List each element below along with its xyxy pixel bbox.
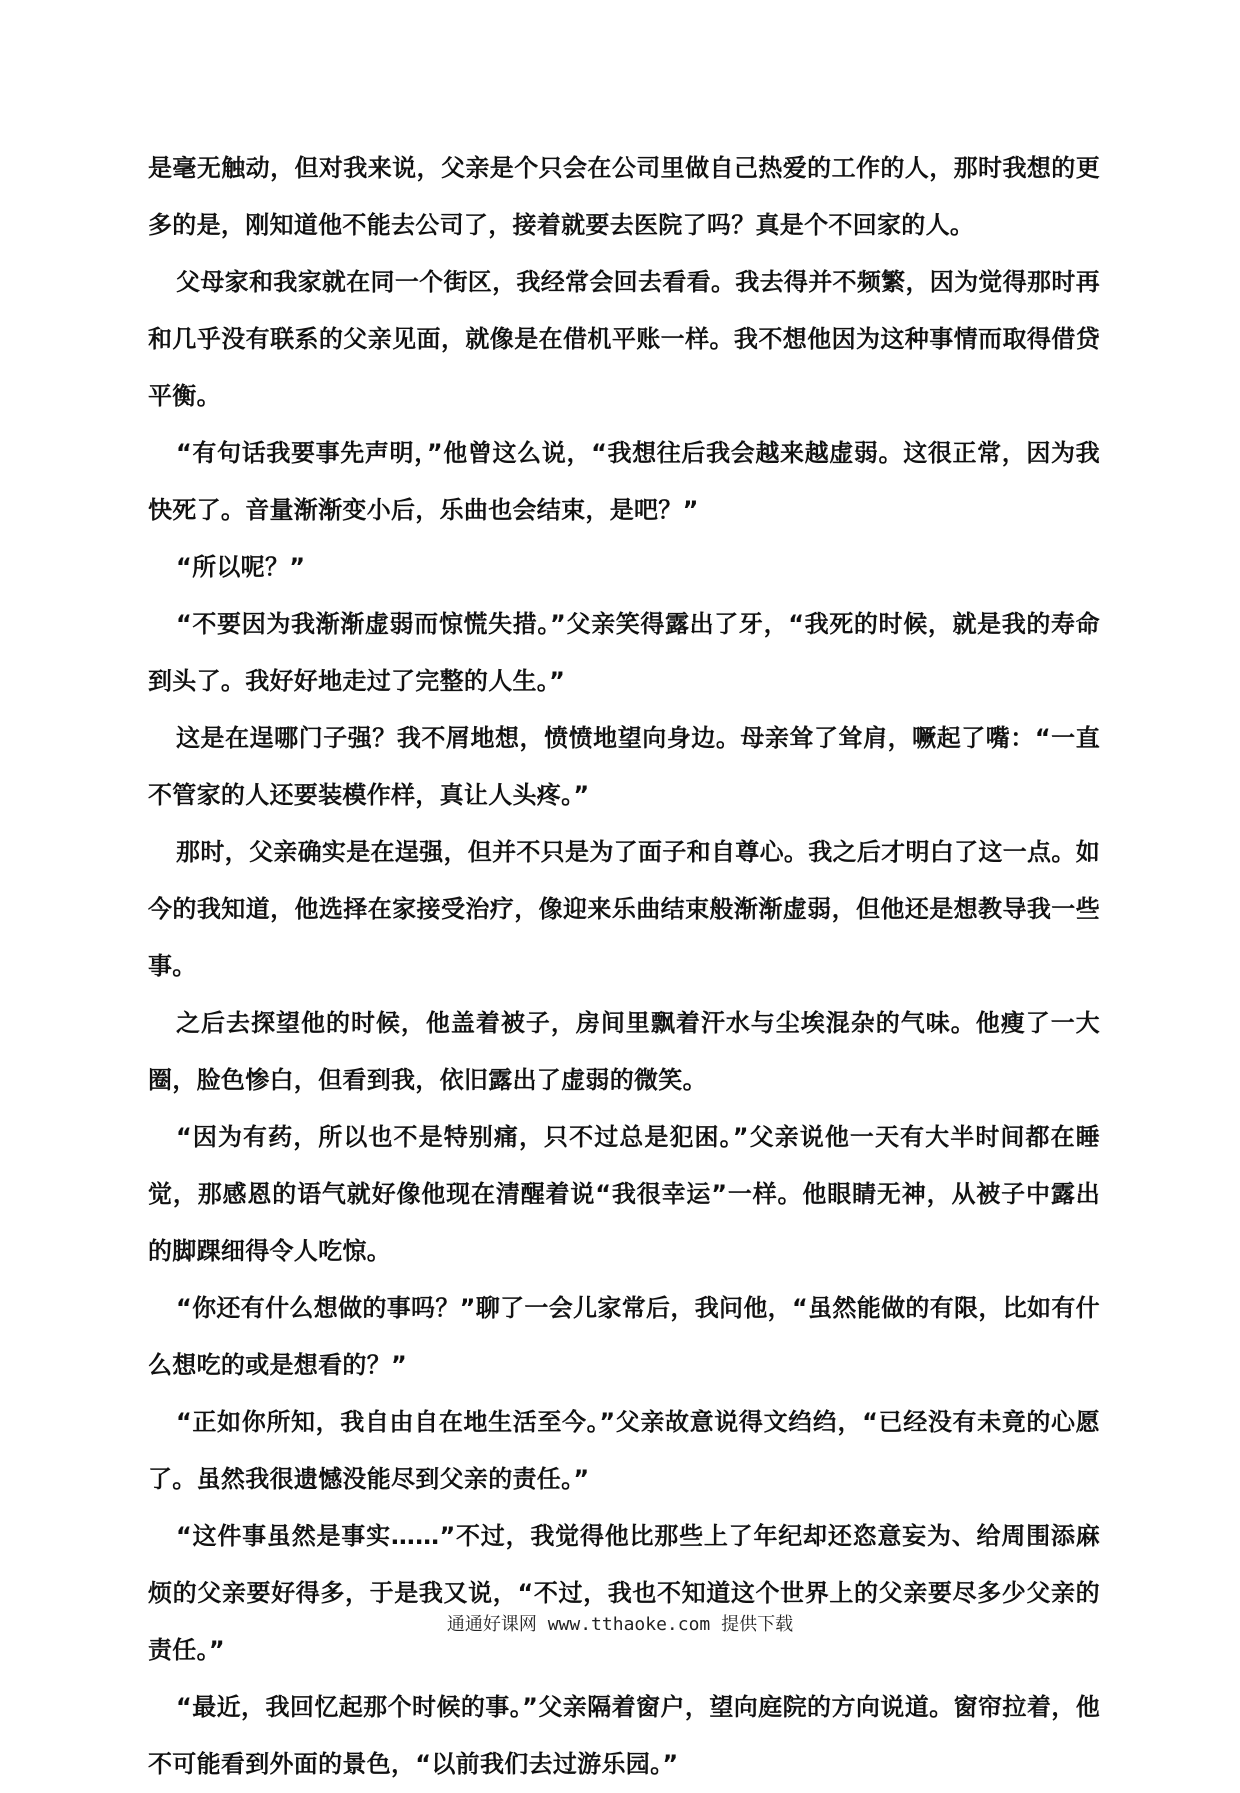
body-text: [148, 140, 1100, 1793]
paragraph: 这是在逞哪门子强？我不屑地想，愤愤地望向身边。母亲耸了耸肩，噘起了嘴：“一直不管家的人还要装模作样，真让人头疼。”: [148, 724, 1100, 809]
paragraph: “最近，我回忆起那个时候的事。”父亲隔着窗户，望向庭院的方向说道。窗帘拉着，他不可能看到外面的景色，“以前我们去过游乐园。”: [148, 1693, 1100, 1778]
paragraph: “所以呢？”: [176, 553, 306, 581]
paragraph: “因为有药，所以也不是特别痛，只不过总是犯困。”父亲说他一天有大半时间都在睡觉，那感恩的语气就好像他现在清醒着说“我很幸运”一样。他眼睛无神，从被子中露出的脚踝细得令人吃惊。: [148, 1123, 1100, 1265]
paragraph: “正如你所知，我自由自在地生活至今。”父亲故意说得文绉绉，“已经没有未竟的心愿了。虽然我很遗憾没能尽到父亲的责任。”: [148, 1408, 1100, 1493]
page-footer: 通通好课网 www.tthaoke.com 提供下载: [446, 1614, 794, 1635]
paragraph: 是毫无触动，但对我来说，父亲是个只会在公司里做自己热爱的工作的人，那时我想的更多的是，刚知道他不能去公司了，接着就要去医院了吗？真是个不回家的人。: [148, 154, 1100, 239]
paragraph: 父母家和我家就在同一个街区，我经常会回去看看。我去得并不频繁，因为觉得那时再和几乎没有联系的父亲见面，就像是在借机平账一样。我不想他因为这种事情而取得借贷平衡。: [148, 268, 1100, 410]
paragraph: “这件事虽然是事实……”不过，我觉得他比那些上了年纪却还恣意妄为、给周围添麻烦的父亲要好得多，于是我又说，“不过，我也不知道这个世界上的父亲要尽多少父亲的责任。”: [148, 1522, 1100, 1664]
paragraph: “你还有什么想做的事吗？”聊了一会儿家常后，我问他，“虽然能做的有限，比如有什么想吃的或是想看的？”: [148, 1294, 1100, 1379]
paragraph: 之后去探望他的时候，他盖着被子，房间里飘着汗水与尘埃混杂的气味。他瘦了一大圈，脸色惨白，但看到我，依旧露出了虚弱的微笑。: [148, 1009, 1100, 1094]
paragraph: 那时，父亲确实是在逞强，但并不只是为了面子和自尊心。我之后才明白了这一点。如今的我知道，他选择在家接受治疗，像迎来乐曲结束般渐渐虚弱，但他还是想教导我一些事。: [148, 838, 1100, 980]
paragraph: “不要因为我渐渐虚弱而惊慌失措。”父亲笑得露出了牙，“我死的时候，就是我的寿命到头了。我好好地走过了完整的人生。”: [148, 610, 1100, 695]
paragraph: “有句话我要事先声明，”他曾这么说，“我想往后我会越来越虚弱。这很正常，因为我快死了。音量渐渐变小后，乐曲也会结束，是吧？”: [148, 439, 1100, 524]
